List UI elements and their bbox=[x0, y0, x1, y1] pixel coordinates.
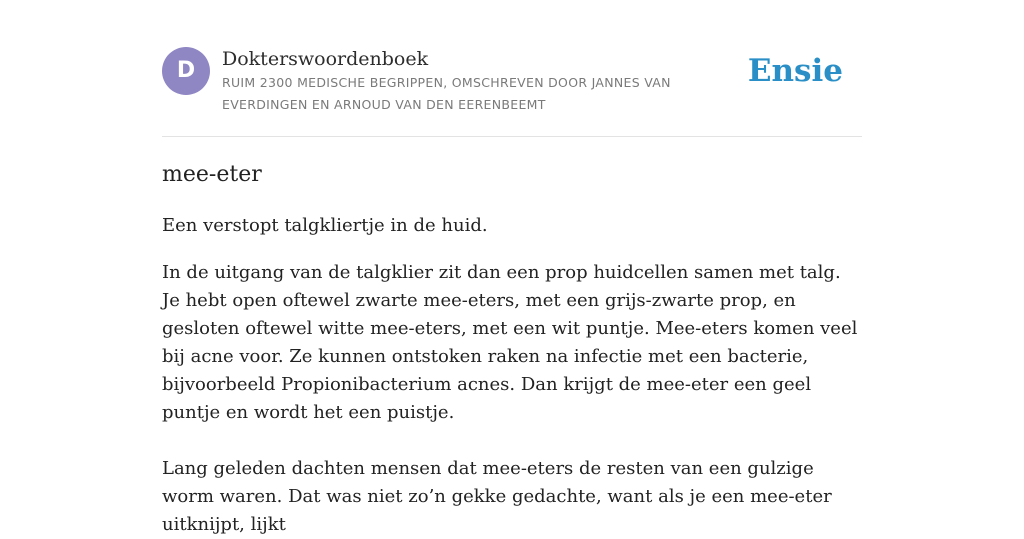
site-header bbox=[162, 44, 862, 137]
article-paragraph: Lang geleden dachten mensen dat mee-eters de resten van een gulzige worm waren. Dat was niet zo’n gekke gedachte, want als je een mee-eter uitknijpt, lijkt bbox=[162, 458, 832, 535]
term-title: mee-eter bbox=[162, 162, 262, 187]
dictionary-subtitle: RUIM 2300 MEDISCHE BEGRIPPEN, OMSCHREVEN DOOR JANNES VAN EVERDINGEN EN ARNOUD VAN DEN EERENBEEMT bbox=[222, 75, 671, 112]
term-summary: Een verstopt talgkliertje in de huid. bbox=[162, 215, 488, 236]
article bbox=[162, 160, 862, 539]
article-paragraph: In de uitgang van de talgklier zit dan een prop huidcellen samen met talg. Je hebt open oftewel zwarte mee-eters, met een grijs-zwarte prop, en gesloten oftewel witte mee-eters, met een wit puntje. Mee-eters komen veel bij acne voor. Ze kunnen ontstoken raken na infectie met een bacterie, bijvoorbeeld Propionibacterium acnes. Dan krijgt de mee-eter een geel puntje en wordt het een puistje. bbox=[162, 262, 858, 423]
ensie-logo-link[interactable]: Ensie bbox=[747, 53, 843, 89]
dictionary-title[interactable]: Dokterswoordenboek bbox=[222, 48, 429, 70]
dictionary-avatar[interactable]: D bbox=[162, 47, 210, 95]
